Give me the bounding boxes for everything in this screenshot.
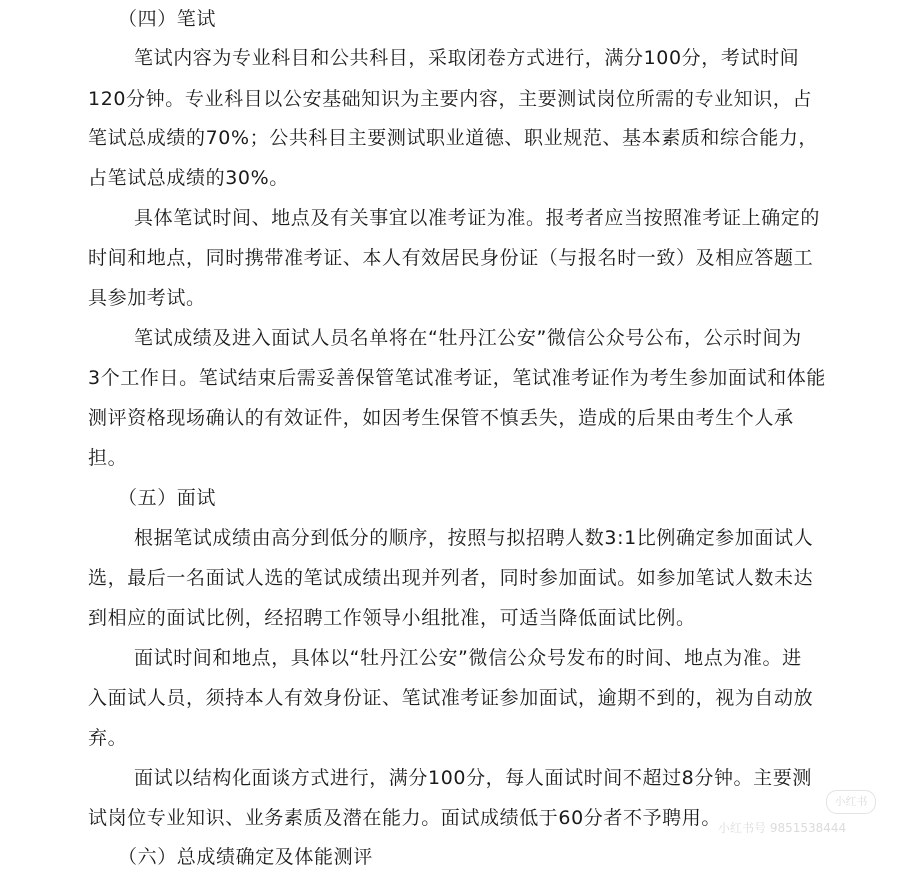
paragraph-line: 具参加考试。 xyxy=(88,287,206,309)
paragraph-line: 具体笔试时间、地点及有关事宜以准考证为准。报考者应当按照准考证上确定的 xyxy=(134,207,821,229)
paragraph-line: 120分钟。专业科目以公安基础知识为主要内容，主要测试岗位所需的专业知识，占 xyxy=(88,88,813,110)
watermark xyxy=(718,790,893,850)
paragraph-line: 笔试成绩及进入面试人员名单将在“牡丹江公安”微信公众号公布，公示时间为 xyxy=(134,327,802,349)
paragraph-line: 3个工作日。笔试结束后需妥善保管笔试准考证，笔试准考证作为考生参加面试和体能 xyxy=(88,367,826,389)
paragraph-line: 根据笔试成绩由高分到低分的顺序，按照与拟招聘人数3:1比例确定参加面试人 xyxy=(134,527,814,549)
paragraph-line: 担。 xyxy=(88,447,128,469)
paragraph-line: 面试以结构化面谈方式进行，满分100分，每人面试时间不超过8分钟。主要测 xyxy=(134,767,812,789)
section-heading-interview: （五）面试 xyxy=(118,487,217,509)
watermark-user-id: 小红书号 9851538444 xyxy=(718,821,847,835)
paragraph-line: 入面试人员，须持本人有效身份证、笔试准考证参加面试，逾期不到的，视为自动放 xyxy=(88,687,814,709)
paragraph-line: 测评资格现场确认的有效证件，如因考生保管不慎丢失，造成的后果由考生个人承 xyxy=(88,407,794,429)
paragraph-line: 时间和地点，同时携带准考证、本人有效居民身份证（与报名时一致）及相应答题工 xyxy=(88,247,814,269)
paragraph-line: 笔试内容为专业科目和公共科目，采取闭卷方式进行，满分100分，考试时间 xyxy=(134,47,800,69)
paragraph-line: 笔试总成绩的70%；公共科目主要测试职业道德、职业规范、基本素质和综合能力， xyxy=(88,127,819,149)
paragraph-line: 占笔试总成绩的30%。 xyxy=(88,167,289,189)
paragraph-line: 弃。 xyxy=(88,727,128,749)
section-heading-total-score: （六）总成绩确定及体能测评 xyxy=(118,846,373,868)
section-heading-written-exam: （四）笔试 xyxy=(118,8,217,30)
watermark-logo: 小红书 xyxy=(826,790,876,814)
paragraph-line: 选，最后一名面试人选的笔试成绩出现并列者，同时参加面试。如参加笔试人数未达 xyxy=(88,567,814,589)
paragraph-line: 到相应的面试比例，经招聘工作领导小组批准，可适当降低面试比例。 xyxy=(88,607,696,629)
paragraph-line: 试岗位专业知识、业务素质及潜在能力。面试成绩低于60分者不予聘用。 xyxy=(88,807,721,829)
paragraph-line: 面试时间和地点，具体以“牡丹江公安”微信公众号发布的时间、地点为准。进 xyxy=(134,647,802,669)
